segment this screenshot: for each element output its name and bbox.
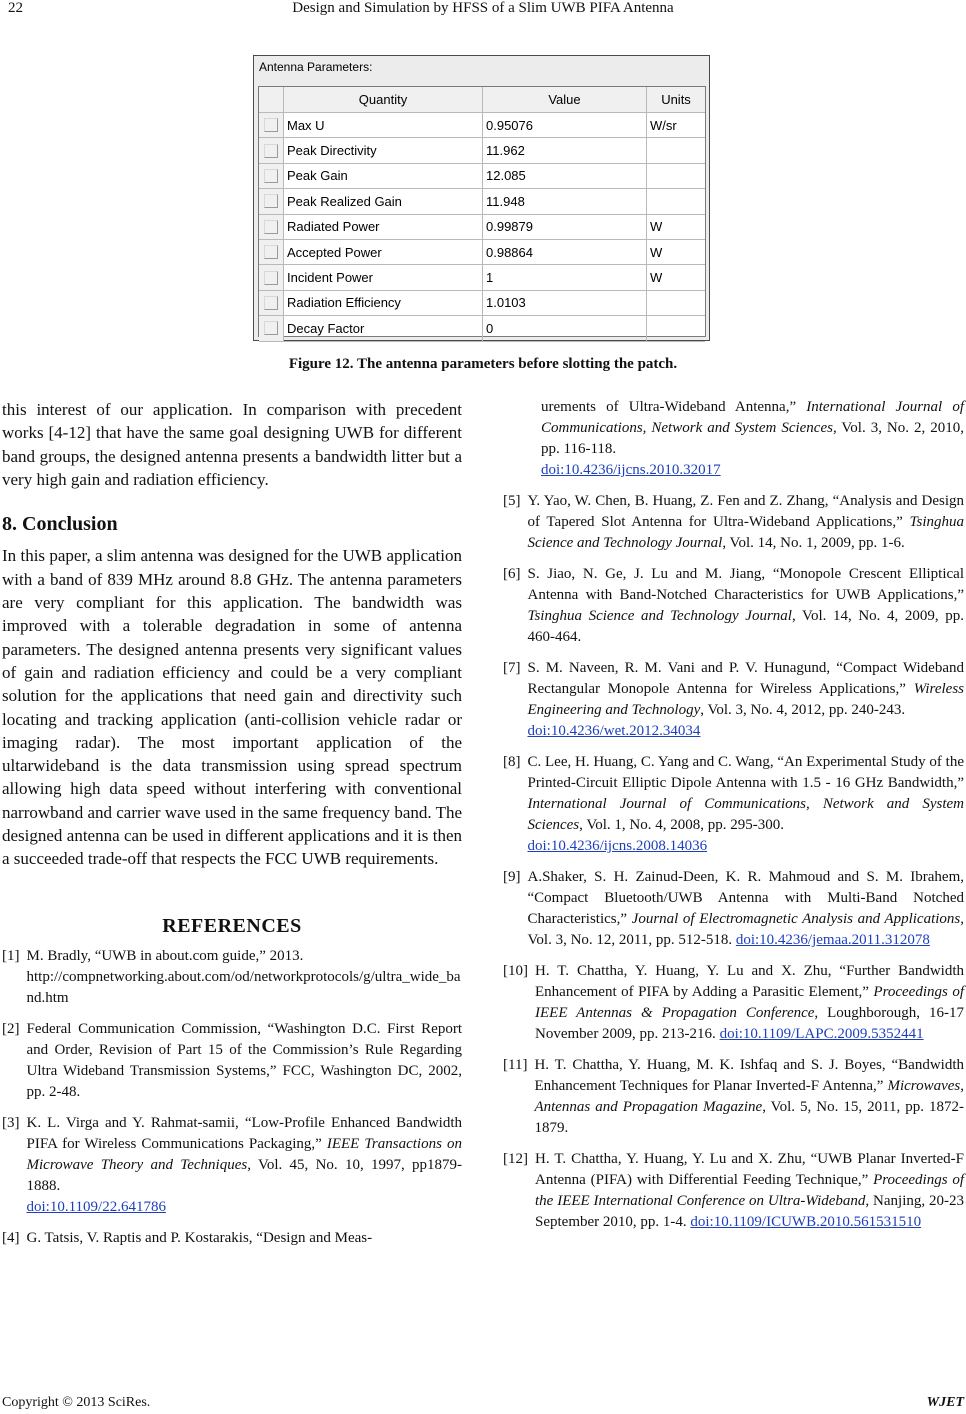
references-list-left [2,946,462,1249]
reference-venue: International Journal of Communications, Network and System Sciences [527,796,964,833]
reference-number [503,397,541,481]
reference-text [27,1019,463,1103]
reference-details: , Vol. 14, No. 4, 2009, pp. 460-464. [527,608,964,645]
reference-number: [2] [2,1020,20,1037]
section-heading: 8. Conclusion [2,513,118,536]
reference-details: , Vol. 3, No. 4, 2012, pp. 240-243. [700,702,906,718]
reference-details: , Vol. 45, No. 10, 1997, pp1879-1888. [26,1156,462,1194]
references-heading: REFERENCES [162,914,302,937]
reference-item [503,752,964,857]
column-header-value[interactable]: Value [483,87,647,112]
reference-number: [8] [503,754,521,770]
references-list-right [503,397,964,1233]
reference-citation: S. M. Naveen, R. M. Vani and P. V. Hunagund, “Compact Wideband Rectangular Monopole Antenna for Wireless Applications,” [527,660,964,697]
cell-value: 0.95076 [483,113,647,137]
reference-citation: H. T. Chattha, Y. Huang, Y. Lu and X. Zhu, “Further Bandwidth Enhancement of PIFA by Adding a Parasitic Element,” [535,963,964,1000]
reference-citation: M. Bradly, “UWB in about.com guide,” 2013. [26,947,304,964]
reference-text [27,1113,463,1218]
row-header-cell[interactable] [259,113,284,137]
grid-row[interactable] [259,240,705,265]
reference-details: , Vol. 14, No. 1, 2009, pp. 1-6. [722,535,905,551]
reference-details: , Vol. 1, No. 4, 2008, pp. 295-300. [579,817,785,833]
reference-text [541,397,964,481]
cell-value: 12.085 [483,164,647,188]
row-header-mark [264,144,278,158]
cell-value: 0.99879 [483,215,647,239]
corner-cell [259,87,284,112]
reference-citation: S. Jiao, N. Ge, J. Lu and M. Jiang, “Monopole Crescent Elliptical Antenna with Band-Notched Characteristics for UWB Applications,” [527,566,964,603]
reference-number: [3] [2,1114,20,1131]
reference-doi-link[interactable]: doi:10.4236/jemaa.2011.312078 [735,932,930,948]
cell-quantity: Peak Directivity [284,138,483,162]
reference-citation: H. T. Chattha, Y. Huang, M. K. Ishfaq and S. J. Boyes, “Bandwidth Enhancement Techniques for Planar Inverted-F Antenna,” [534,1057,964,1094]
grid-header-row [259,87,705,113]
cell-units [647,164,705,188]
cell-units: W/sr [650,117,677,133]
reference-citation: K. L. Virga and Y. Rahmat-samii, “Low-Profile Enhanced Bandwidth PIFA for Wireless Communications Packaging,” [26,1114,462,1152]
reference-text [528,752,965,857]
intro-paragraph: this interest of our application. In comparison with precedent works [4-12] that have the same goal designing UWB for different band groups, the designed antenna presents a bandwidth litter but a very high gain and radiation efficiency. [2,400,462,489]
row-header-cell[interactable] [259,316,284,340]
reference-item [2,1019,462,1103]
grid-row[interactable] [259,316,705,341]
left-column [2,398,462,1259]
reference-number: [9] [503,869,521,885]
reference-venue: Tsinghua Science and Technology Journal [527,608,792,624]
cell-quantity: Accepted Power [284,240,483,264]
reference-doi-link[interactable]: doi:10.4236/wet.2012.34034 [527,723,701,739]
reference-item [503,1149,964,1233]
row-header-cell[interactable] [259,189,284,213]
reference-number: [7] [503,660,521,676]
reference-item [2,946,462,1009]
reference-venue: Proceedings of IEEE Antennas & Propagation Conference [535,984,964,1021]
reference-item [2,1228,462,1249]
reference-venue: Microwaves, Antennas and Propagation Magazine [534,1078,964,1115]
reference-doi-link[interactable]: doi:10.4236/ijcns.2008.14036 [527,838,708,854]
reference-item [2,1113,462,1218]
reference-text [27,946,463,1009]
reference-number: [10] [503,963,528,979]
row-header-mark [264,321,278,335]
cell-value: 1 [483,265,647,289]
reference-details: , Nanjing, 20-23 September 2010, pp. 1-4. [535,1193,964,1230]
cell-value: 1.0103 [483,291,647,315]
footer-journal: WJET [926,1395,964,1410]
footer-copyright: Copyright © 2013 SciRes. [2,1395,151,1410]
cell-value: 11.948 [483,189,647,213]
reference-details: , Vol. 3, No. 12, 2011, pp. 512-518. [527,911,964,948]
grid-row[interactable] [259,138,705,163]
grid-body [259,113,705,342]
reference-text [27,1228,463,1249]
reference-text [528,867,965,951]
reference-text [535,1149,964,1233]
row-header-cell[interactable] [259,240,284,264]
reference-doi-link[interactable]: doi:10.1109/ICUWB.2010.561531510 [690,1214,922,1230]
antenna-parameters-panel [253,55,710,341]
cell-units: W [650,270,663,286]
panel-title: Antenna Parameters: [259,60,373,74]
column-header-quantity[interactable]: Quantity [284,87,483,112]
reference-item [503,491,964,554]
reference-text [528,564,965,648]
reference-url[interactable]: http://compnetworking.about.com/od/networkprotocols/g/ultra_wide_band.htm [26,968,461,1006]
row-header-cell[interactable] [259,291,284,315]
cell-quantity: Radiated Power [284,215,483,239]
cell-quantity: Incident Power [284,265,483,289]
reference-item [503,867,964,951]
reference-venue: Wireless Engineering and Technology [527,681,964,718]
row-header-mark [264,194,278,208]
running-title: Design and Simulation by HFSS of a Slim UWB PIFA Antenna [292,0,674,16]
figure-caption: Figure 12. The antenna parameters before slotting the patch. [288,356,678,372]
reference-number: [6] [503,566,521,582]
cell-units: W [650,219,663,235]
page-number: 22 [8,0,23,16]
reference-citation: urements of Ultra-Wideband Antenna,” [541,399,807,415]
reference-item [503,961,964,1045]
reference-item [503,658,964,742]
cell-units [647,189,705,213]
reference-details: , Vol. 5, No. 15, 2011, pp. 1872-1879. [534,1099,964,1136]
row-header-mark [264,118,278,132]
reference-number: [4] [2,1229,20,1246]
reference-citation: A.Shaker, S. H. Zainud-Deen, K. R. Mahmoud and S. M. Ibrahem, “Compact Bluetooth/UWB Antenna with Multi-Band Notched Characteristics,” [527,869,964,927]
conclusion-paragraph: In this paper, a slim antenna was designed for the UWB application with a band of 839 MHz around 8.8 GHz. The antenna parameters are very compliant for this application. The bandwidth was improved with a tolerable degradation in some of antenna parameters. The designed antenna presents very significant values of gain and radiation efficiency and could be a very compliant solution for the applications that need gain and directivity such locating and tracking application (anti-collision vehicle radar or imaging radar). The most important application of the ultarwideband is the data transmission using spread spectrum allowing high data speed without interfering with conventional narrowband and carrier wave used in the same frequency band. The designed antenna can be used in different applications and it is then a succeeded trade-off that respects the FCC UWB requirements. [2,546,462,869]
row-header-mark [264,271,278,285]
grid-row[interactable] [259,215,705,240]
cell-quantity: Max U [284,113,483,137]
row-header-cell[interactable] [259,164,284,188]
reference-number: [12] [503,1151,528,1167]
grid-row[interactable] [259,113,705,138]
row-header-mark [264,245,278,259]
reference-citation: Federal Communication Commission, “Washington D.C. First Report and Order, Revision of Part 15 of the Commission’s Rule Regarding Ultra Wideband Transmission Systems,” FCC, Washington DC, 2002, pp. 2-48. [26,1020,462,1100]
column-header-units[interactable]: Units [661,92,691,107]
reference-item [503,1055,964,1139]
cell-value: 0.98864 [483,240,647,264]
cell-units: W [650,244,663,260]
reference-number: [1] [2,947,20,964]
reference-citation: C. Lee, H. Huang, C. Yang and C. Wang, “An Experimental Study of the Printed-Circuit Elliptic Dipole Antenna with 1.5 - 16 GHz Bandwidth,” [527,754,964,791]
row-header-mark [264,296,278,310]
row-header-cell[interactable] [259,138,284,162]
reference-text [528,658,965,742]
grid-row[interactable] [259,189,705,214]
cell-units [647,291,705,315]
reference-details: , Vol. 3, No. 2, 2010, pp. 116-118. [541,420,964,457]
cell-value: 11.962 [483,138,647,162]
grid-row[interactable] [259,164,705,189]
parameters-grid [258,86,706,337]
grid-row[interactable] [259,291,705,316]
reference-venue: International Journal of Communications, Network and System Sciences [541,399,964,436]
row-header-cell[interactable] [259,215,284,239]
cell-units [647,138,705,162]
reference-citation: Y. Yao, W. Chen, B. Huang, Z. Fen and Z. Zhang, “Analysis and Design of Tapered Slot Antenna for Ultra-Wideband Applications,” [527,493,964,530]
reference-text [534,1055,964,1139]
reference-doi-link[interactable]: doi:10.1109/22.641786 [26,1198,166,1215]
cell-quantity: Peak Gain [284,164,483,188]
cell-quantity: Peak Realized Gain [284,189,483,213]
reference-venue: Proceedings of the IEEE International Conference on Ultra-Wideband [535,1172,965,1209]
reference-number: [5] [503,493,521,509]
right-column [503,397,964,1243]
reference-item [503,397,964,481]
reference-text [528,491,965,554]
reference-citation: G. Tatsis, V. Raptis and P. Kostarakis, “Design and Meas- [26,1229,373,1246]
reference-venue: IEEE Transactions on Microwave Theory and Techniques [26,1135,462,1173]
reference-venue: Journal of Electromagnetic Analysis and Applications [631,911,961,927]
reference-doi-link[interactable]: doi:10.4236/ijcns.2010.32017 [541,462,721,478]
cell-quantity: Decay Factor [284,316,483,340]
reference-details: , Loughborough, 16-17 November 2009, pp. 213-216. [535,1005,964,1042]
reference-item [503,564,964,648]
cell-units [647,316,705,340]
row-header-mark [264,220,278,234]
row-header-mark [264,169,278,183]
grid-row[interactable] [259,265,705,290]
reference-text [535,961,964,1045]
cell-quantity: Radiation Efficiency [284,291,483,315]
reference-venue: Tsinghua Science and Technology Journal [527,514,964,551]
reference-citation: H. T. Chattha, Y. Huang, Y. Lu and X. Zhu, “UWB Planar Inverted-F Antenna (PIFA) with Differential Feeding Technique,” [535,1151,964,1188]
cell-value: 0 [483,316,647,340]
reference-number: [11] [503,1057,528,1073]
reference-doi-link[interactable]: doi:10.1109/LAPC.2009.5352441 [719,1026,924,1042]
row-header-cell[interactable] [259,265,284,289]
